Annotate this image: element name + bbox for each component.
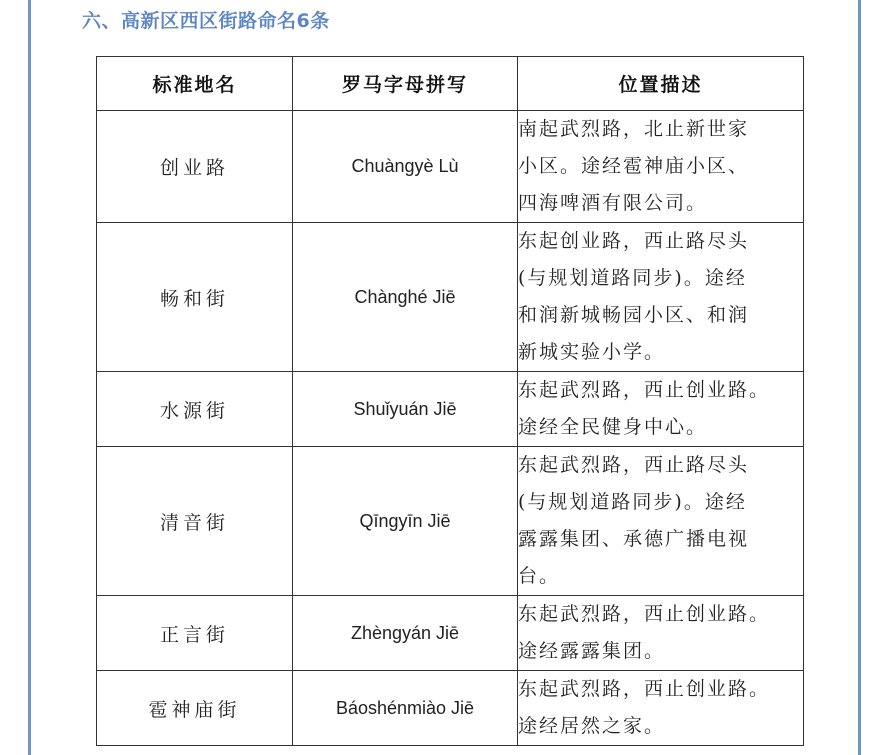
table-row bbox=[97, 111, 804, 223]
cell-roman-spelling: Báoshénmiào Jiē bbox=[293, 671, 518, 746]
table-row bbox=[97, 223, 804, 372]
description-line: 和润新城畅园小区、和润 bbox=[518, 304, 750, 326]
description-line: (与规划道路同步)。途经 bbox=[518, 267, 747, 289]
description-line: 新城实验小学。 bbox=[518, 341, 666, 363]
cell-standard-name: 正言街 bbox=[97, 596, 293, 671]
right-border-line bbox=[858, 0, 861, 755]
description-line: 南起武烈路，北止新世家 bbox=[518, 118, 750, 140]
description-line: 四海啤酒有限公司。 bbox=[518, 192, 708, 214]
cell-roman-spelling: Chànghé Jiē bbox=[293, 223, 518, 372]
description-line: 东起武烈路，西止路尽头 bbox=[518, 454, 750, 476]
cell-location-description bbox=[518, 372, 804, 447]
street-names-table bbox=[96, 56, 804, 746]
description-line: 途经露露集团。 bbox=[518, 640, 666, 662]
cell-location-description bbox=[518, 223, 804, 372]
description-line: 露露集团、承德广播电视 bbox=[518, 528, 750, 550]
description-line: 途经居然之家。 bbox=[518, 715, 666, 737]
description-line: 东起创业路，西止路尽头 bbox=[518, 230, 750, 252]
cell-location-description bbox=[518, 447, 804, 596]
description-line: 台。 bbox=[518, 565, 561, 587]
cell-location-description bbox=[518, 111, 804, 223]
description-line: (与规划道路同步)。途经 bbox=[518, 491, 747, 513]
description-line: 东起武烈路，西止创业路。 bbox=[518, 603, 771, 625]
cell-standard-name: 畅和街 bbox=[97, 223, 293, 372]
header-location-description: 位置描述 bbox=[518, 57, 804, 111]
cell-location-description bbox=[518, 671, 804, 746]
left-border-line bbox=[28, 0, 31, 755]
table-row bbox=[97, 596, 804, 671]
cell-roman-spelling: Qīngyīn Jiē bbox=[293, 447, 518, 596]
description-line: 小区。途经雹神庙小区、 bbox=[518, 155, 750, 177]
table-row bbox=[97, 447, 804, 596]
cell-roman-spelling: Chuàngyè Lù bbox=[293, 111, 518, 223]
description-line: 东起武烈路，西止创业路。 bbox=[518, 379, 771, 401]
description-line: 途经全民健身中心。 bbox=[518, 416, 708, 438]
cell-standard-name: 清音街 bbox=[97, 447, 293, 596]
cell-roman-spelling: Zhèngyán Jiē bbox=[293, 596, 518, 671]
cell-standard-name: 雹神庙街 bbox=[97, 671, 293, 746]
header-roman-spelling: 罗马字母拼写 bbox=[293, 57, 518, 111]
table-row bbox=[97, 671, 804, 746]
cell-location-description bbox=[518, 596, 804, 671]
cell-roman-spelling: Shuǐyuán Jiē bbox=[293, 372, 518, 447]
description-line: 东起武烈路，西止创业路。 bbox=[518, 678, 771, 700]
section-heading: 六、高新区西区街路命名6条 bbox=[82, 10, 330, 32]
cell-standard-name: 创业路 bbox=[97, 111, 293, 223]
cell-standard-name: 水源街 bbox=[97, 372, 293, 447]
table-header-row bbox=[97, 57, 804, 111]
table-row bbox=[97, 372, 804, 447]
header-standard-name: 标准地名 bbox=[97, 57, 293, 111]
